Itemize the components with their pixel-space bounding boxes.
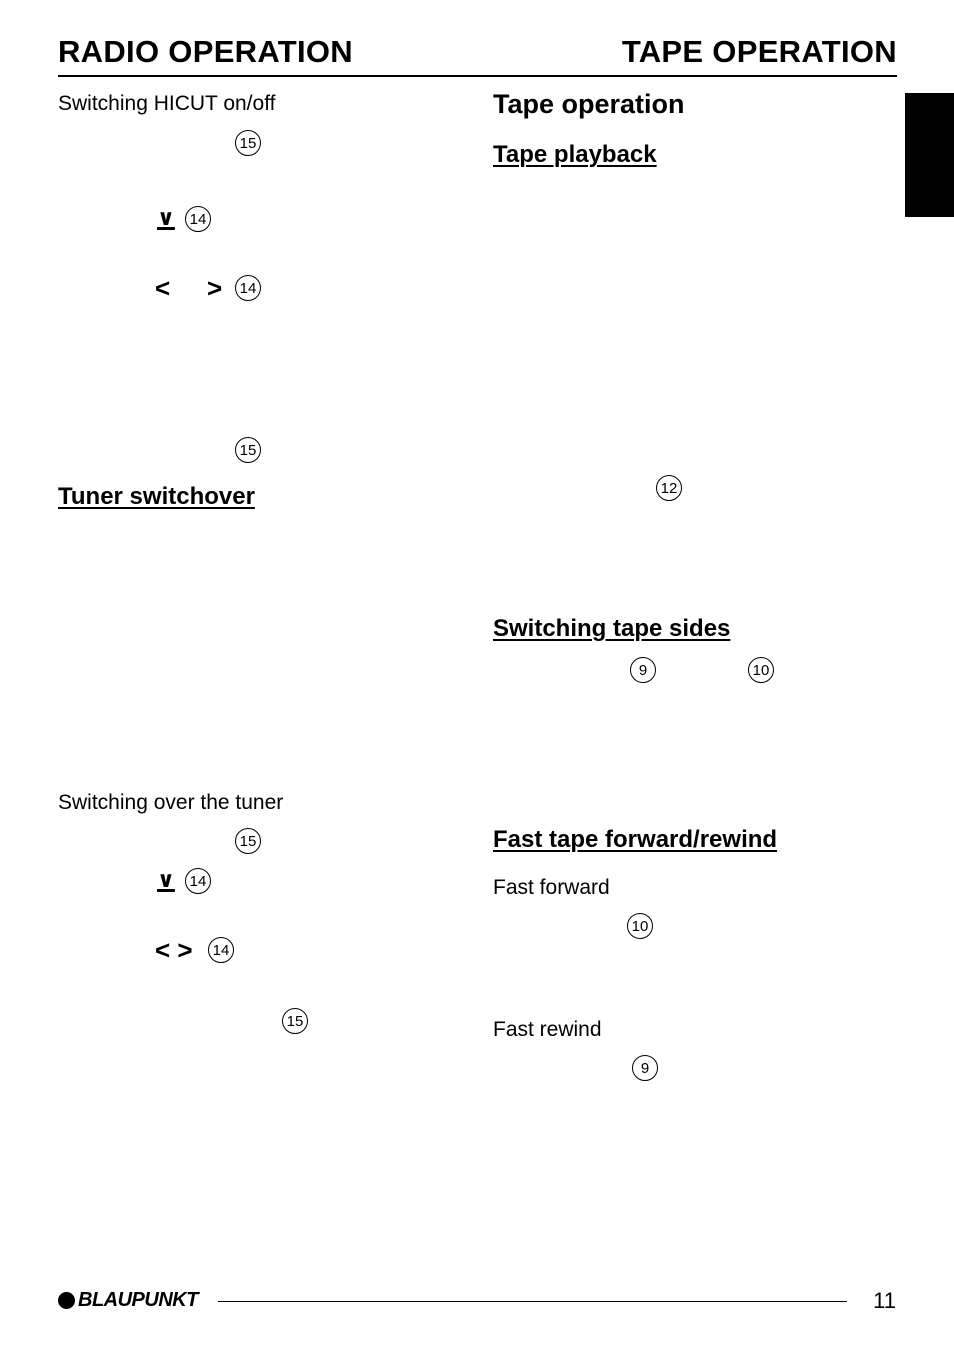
page-number: 11: [873, 1288, 896, 1313]
switching-tape-sides-heading: Switching tape sides: [493, 615, 731, 642]
fast-forward-label: Fast forward: [493, 876, 610, 899]
tuner-switchover-heading: Tuner switchover: [58, 483, 255, 510]
right-arrow-symbol: >: [207, 273, 223, 303]
footer-rule: [218, 1301, 847, 1302]
ref-number-10: 10: [748, 657, 774, 683]
ref-number-12: 12: [656, 475, 682, 501]
left-arrow-symbol: <: [155, 273, 171, 303]
down-arrow-symbol: ∨: [157, 867, 175, 892]
ref-number-14: 14: [235, 275, 261, 301]
logo-dot-icon: [58, 1292, 75, 1309]
down-arrow-symbol: ∨: [157, 205, 175, 230]
brand-logo: [58, 1290, 198, 1310]
ref-number-14: 14: [208, 937, 234, 963]
header-rule: [58, 75, 897, 77]
ref-number-14: 14: [185, 206, 211, 232]
hicut-heading: Switching HICUT on/off: [58, 92, 276, 115]
ref-number-15: 15: [235, 828, 261, 854]
fast-forward-rewind-heading: Fast tape forward/rewind: [493, 826, 778, 853]
section-title-tape: TAPE OPERATION: [621, 34, 897, 69]
fast-rewind-label: Fast rewind: [493, 1018, 602, 1041]
tape-playback-heading: Tape playback: [493, 141, 657, 168]
ref-number-14: 14: [185, 868, 211, 894]
left-right-arrow-symbol: < >: [155, 935, 193, 965]
ref-number-9: 9: [632, 1055, 658, 1081]
ref-number-10: 10: [627, 913, 653, 939]
section-title-radio: RADIO OPERATION: [58, 34, 353, 69]
ref-number-15: 15: [235, 130, 261, 156]
ref-number-9: 9: [630, 657, 656, 683]
ref-number-15: 15: [235, 437, 261, 463]
ref-number-15: 15: [282, 1008, 308, 1034]
tape-operation-title: Tape operation: [493, 89, 685, 119]
language-tab-marker: [905, 93, 954, 217]
brand-name: BLAUPUNKT: [78, 1289, 198, 1311]
switch-tuner-heading: Switching over the tuner: [58, 791, 284, 814]
